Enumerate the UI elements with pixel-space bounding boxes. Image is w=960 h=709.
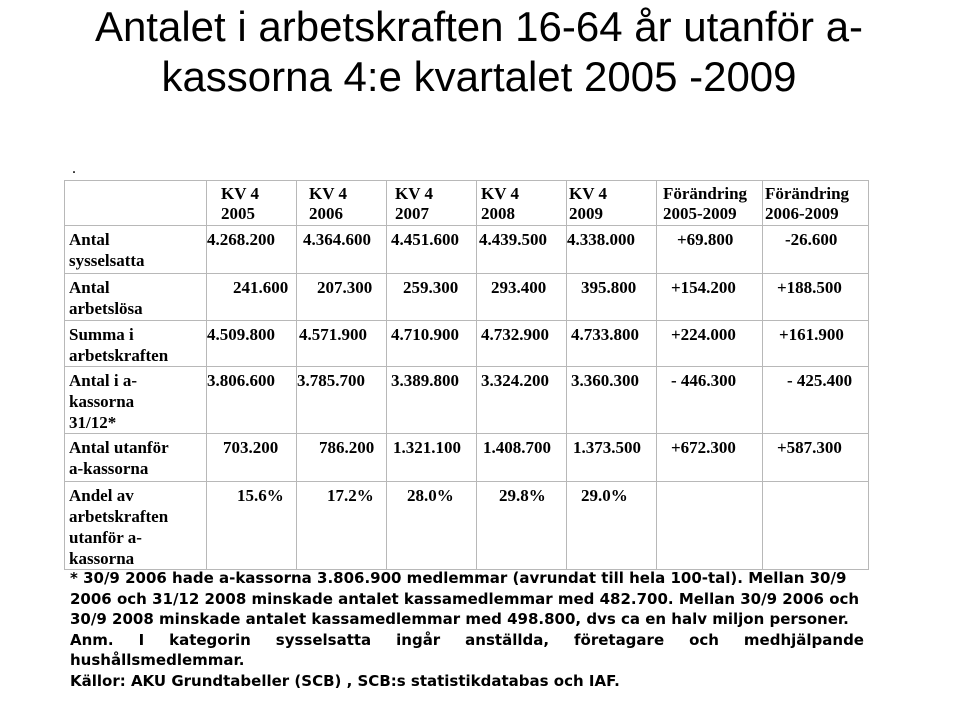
table-row <box>65 274 869 321</box>
value-cell: -26.600 <box>763 226 869 274</box>
header-row <box>65 181 869 226</box>
table-row <box>65 321 869 367</box>
footnote: * 30/9 2006 hade a-kassorna 3.806.900 medlemmar (avrundat till hela 100-tal). Mellan 30/9 2006 och 31/12 2008 minskade antalet kassamedlemmar med 482.700. Mellan 30/9 2006 och 30/9 2008 minskade antalet kassamedlemmar med 498.800, dvs ca en halv miljon personer. <box>70 569 860 628</box>
value-cell: - 446.300 <box>657 367 763 434</box>
table-row <box>65 367 869 434</box>
value-cell: 293.400 <box>477 274 567 321</box>
value-cell: +154.200 <box>657 274 763 321</box>
table-row <box>65 482 869 570</box>
value-cell: +587.300 <box>763 434 869 482</box>
stray-dot: . <box>72 160 76 177</box>
value-cell: 29.0% <box>567 482 657 570</box>
title-line-2: kassorna 4:e kvartalet 2005 -2009 <box>161 53 797 100</box>
value-cell: 4.268.200 <box>207 226 297 274</box>
header-kv4-2005: KV 4 2005 <box>207 181 297 226</box>
value-cell <box>763 482 869 570</box>
value-cell: 29.8% <box>477 482 567 570</box>
title-line-1: Antalet i arbetskraften 16-64 år utanför a- <box>94 3 864 50</box>
header-change-2005-2009: Förändring 2005-2009 <box>657 181 763 226</box>
value-cell: 28.0% <box>387 482 477 570</box>
value-cell: 3.785.700 <box>297 367 387 434</box>
value-cell: 4.733.800 <box>567 321 657 367</box>
row-label-antal-utanfor: Antal utanför a-kassorna <box>65 434 207 482</box>
value-cell: 4.732.900 <box>477 321 567 367</box>
header-kv4-2007: KV 4 2007 <box>387 181 477 226</box>
statistics-table <box>64 180 869 570</box>
value-cell: 3.389.800 <box>387 367 477 434</box>
value-cell: 3.324.200 <box>477 367 567 434</box>
value-cell: +672.300 <box>657 434 763 482</box>
header-change-2006-2009: Förändring 2006-2009 <box>763 181 869 226</box>
value-cell <box>657 482 763 570</box>
value-cell: 4.710.900 <box>387 321 477 367</box>
value-cell: 3.360.300 <box>567 367 657 434</box>
header-kv4-2009: KV 4 2009 <box>567 181 657 226</box>
value-cell: 1.408.700 <box>477 434 567 482</box>
value-cell: +161.900 <box>763 321 869 367</box>
table-row <box>65 226 869 274</box>
value-cell: 1.373.500 <box>567 434 657 482</box>
value-cell: 15.6% <box>207 482 297 570</box>
sources: Källor: AKU Grundtabeller (SCB) , SCB:s statistikdatabas och IAF. <box>70 671 620 690</box>
value-cell: 259.300 <box>387 274 477 321</box>
header-empty-cell <box>65 181 207 226</box>
value-cell: 4.509.800 <box>207 321 297 367</box>
value-cell: 4.451.600 <box>387 226 477 274</box>
value-cell: 17.2% <box>297 482 387 570</box>
value-cell: 703.200 <box>207 434 297 482</box>
row-label-summa: Summa i arbetskraften <box>65 321 207 367</box>
value-cell: 4.571.900 <box>297 321 387 367</box>
header-kv4-2006: KV 4 2006 <box>297 181 387 226</box>
value-cell: +188.500 <box>763 274 869 321</box>
page-title <box>4 2 954 102</box>
value-cell: 1.321.100 <box>387 434 477 482</box>
value-cell: +224.000 <box>657 321 763 367</box>
value-cell: 207.300 <box>297 274 387 321</box>
table-row <box>65 434 869 482</box>
value-cell: 4.439.500 <box>477 226 567 274</box>
value-cell: 3.806.600 <box>207 367 297 434</box>
note-anm: Anm. I kategorin sysselsatta ingår anställda, företagare och medhjälpande hushållsmedlemmar. <box>70 630 864 669</box>
row-label-antal-i-akassorna: Antal i a- kassorna 31/12* <box>65 367 207 434</box>
value-cell: 786.200 <box>297 434 387 482</box>
header-kv4-2008: KV 4 2008 <box>477 181 567 226</box>
notes-section <box>70 568 864 691</box>
value-cell: 395.800 <box>567 274 657 321</box>
row-label-sysselsatta: Antal sysselsatta <box>65 226 207 274</box>
row-label-andel: Andel av arbetskraften utanför a- kassorna <box>65 482 207 570</box>
value-cell: 4.364.600 <box>297 226 387 274</box>
value-cell: 241.600 <box>207 274 297 321</box>
value-cell: 4.338.000 <box>567 226 657 274</box>
value-cell: - 425.400 <box>763 367 869 434</box>
row-label-arbetslosa: Antal arbetslösa <box>65 274 207 321</box>
value-cell: +69.800 <box>657 226 763 274</box>
